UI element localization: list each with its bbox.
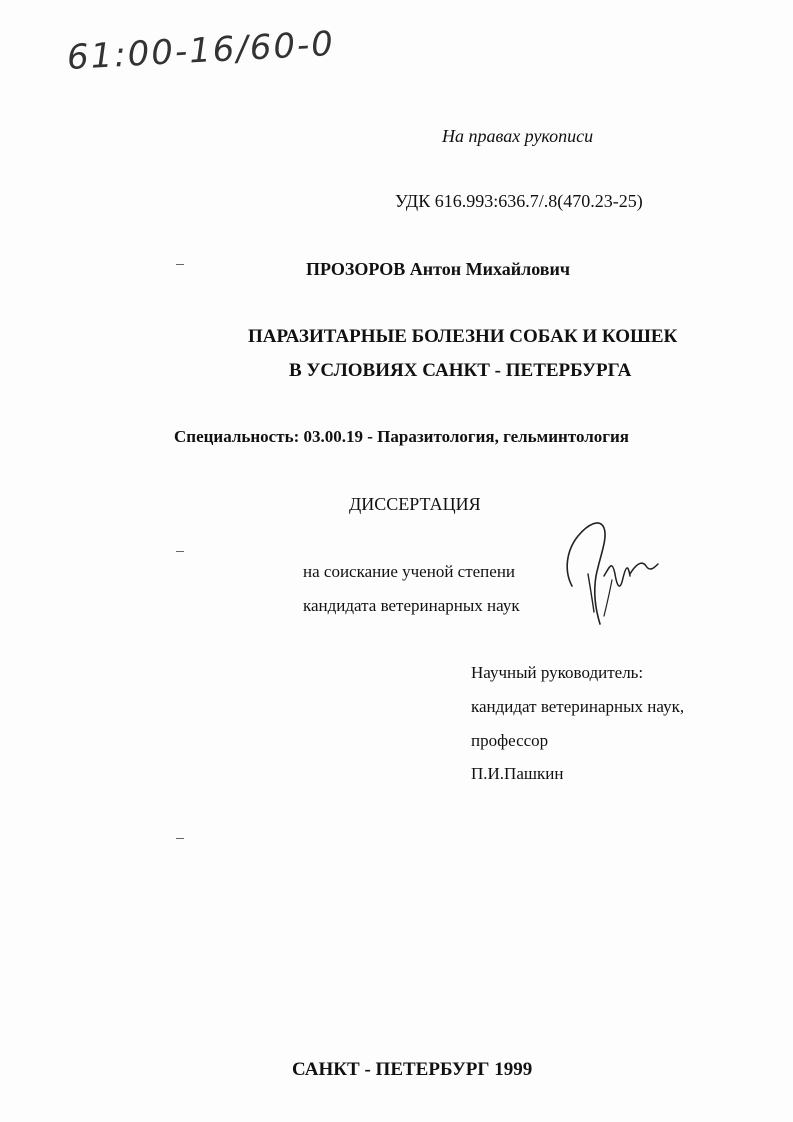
supervisor-name: П.И.Пашкин bbox=[471, 764, 564, 783]
udc-code: УДК 616.993:636.7/.8(470.23-25) bbox=[395, 191, 643, 211]
scan-speck bbox=[176, 551, 184, 552]
supervisor-title: профессор bbox=[471, 731, 549, 750]
degree-line-1: на соискание ученой степени bbox=[303, 562, 516, 581]
author-name: ПРОЗОРОВ Антон Михайлович bbox=[306, 259, 571, 279]
document-type: ДИССЕРТАЦИЯ bbox=[349, 494, 481, 514]
city-year: САНКТ - ПЕТЕРБУРГ 1999 bbox=[292, 1059, 533, 1080]
scan-speck bbox=[176, 838, 184, 839]
signature bbox=[560, 516, 670, 631]
degree-line-2: кандидата ветеринарных наук bbox=[303, 596, 520, 615]
title-line-2: В УСЛОВИЯХ САНКТ - ПЕТЕРБУРГА bbox=[289, 360, 632, 381]
scan-speck bbox=[176, 264, 184, 265]
supervisor-role: Научный руководитель: bbox=[471, 663, 644, 682]
specialty: Специальность: 03.00.19 - Паразитология, гельминтология bbox=[174, 427, 629, 446]
archive-stamp: 61:00-16/60-0 bbox=[66, 23, 336, 78]
supervisor-degree: кандидат ветеринарных наук, bbox=[471, 697, 685, 716]
manuscript-note: На правах рукописи bbox=[442, 126, 594, 146]
title-line-1: ПАРАЗИТАРНЫЕ БОЛЕЗНИ СОБАК И КОШЕК bbox=[248, 326, 678, 347]
